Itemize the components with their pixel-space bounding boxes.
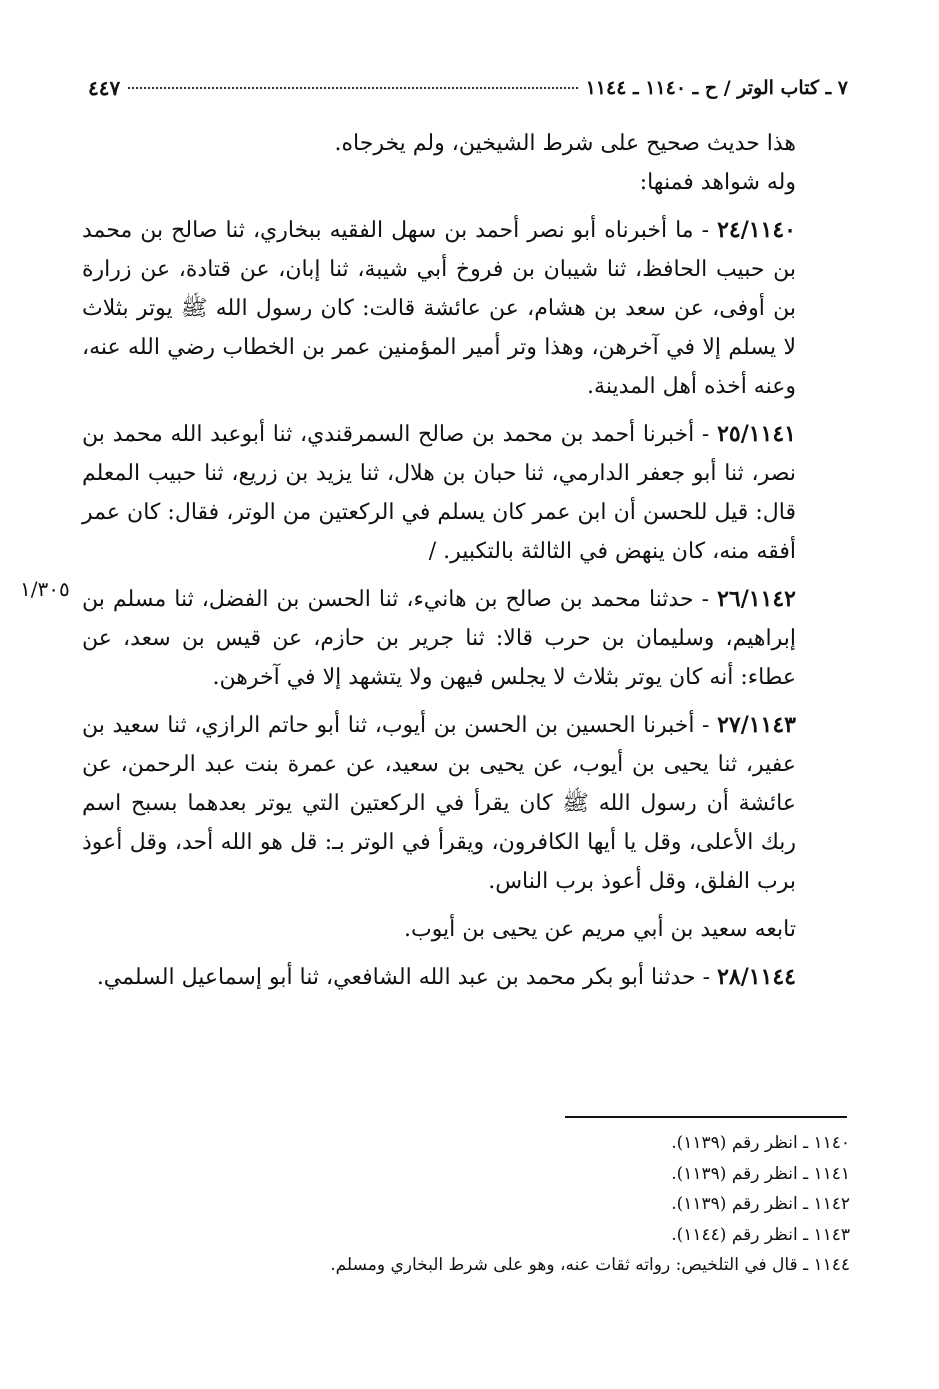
running-header	[88, 70, 848, 106]
footnote-1140: ١١٤٠ ـ انظر رقم (١١٣٩).	[671, 1133, 850, 1153]
footnote-1143: ١١٤٣ ـ انظر رقم (١١٤٤).	[671, 1224, 850, 1245]
footnote-1141: ١١٤١ ـ انظر رقم (١١٣٩).	[671, 1163, 850, 1184]
hadith-text: - أخبرنا أحمد بن محمد بن صالح السمرقندي، ثنا أبوعبد الله محمد بن نصر، ثنا أبو جعفر الدارمي، ثنا حبان بن هلال، ثنا يزيد بن زريع، ثنا حبيب المعلم قال: قيل للحسن أن ابن عمر كان يسلم في الركعتين من الوتر، فقال: كان عمر أفقه منه، كان ينهض في الثالثة بالتكبير. /	[82, 422, 796, 564]
hadith-1143	[82, 706, 850, 901]
hadith-number: ٢٥/١١٤١	[717, 421, 796, 447]
hadith-1141	[82, 415, 850, 571]
header-title: ٧ ـ كتاب الوتر / ح ـ ١١٤٠ ـ ١١٤٤	[585, 77, 848, 99]
hadith-number: ٢٧/١١٤٣	[717, 712, 796, 738]
page-number: ٤٤٧	[88, 76, 121, 100]
main-text	[82, 124, 850, 997]
hadith-number: ٢٤/١١٤٠	[717, 217, 796, 243]
hadith-text: - ما أخبرناه أبو نصر أحمد بن سهل الفقيه ببخاري، ثنا صالح بن محمد بن حبيب الحافظ، ثنا شيبان بن فروخ أبي شيبة، ثنا إبان، عن قتادة، عن زرارة بن أوفى، عن سعد بن هشام، عن عائشة قالت: كان رسول الله ﷺ يوتر بثلاث لا يسلم إلا في آخرهن، وهذا وتر أمير المؤمنين عمر بن الخطاب رضي الله عنه، وعنه أخذه أهل المدينة.	[82, 218, 796, 399]
hadith-number: ٢٦/١١٤٢	[717, 586, 796, 612]
intro-line-1: هذا حديث صحيح على شرط الشيخين، ولم يخرجاه.	[334, 131, 796, 156]
header-dot-leader	[128, 87, 577, 89]
footnote-1142: ١١٤٢ ـ انظر رقم (١١٣٩).	[671, 1194, 850, 1214]
hadith-1144	[82, 958, 850, 997]
hadith-text: - حدثنا أبو بكر محمد بن عبد الله الشافعي، ثنا أبو إسماعيل السلمي.	[96, 965, 718, 990]
hadith-text: - حدثنا محمد بن صالح بن هانيء، ثنا الحسن بن الفضل، ثنا مسلم بن إبراهيم، وسليمان بن حرب قالا: ثنا جرير بن حازم، عن قيس بن سعد، عن عطاء: أنه كان يوتر بثلاث لا يجلس فيهن ولا يتشهد إلا في آخرهن.	[82, 587, 796, 690]
footnote-separator	[565, 1116, 847, 1118]
hadith-number: ٢٨/١١٤٤	[717, 964, 796, 990]
footnote-1144: ١١٤٤ ـ قال في التلخيص: رواته ثقات عنه، وهو على شرط البخاري ومسلم.	[330, 1255, 850, 1275]
hadith-text: - أخبرنا الحسين بن الحسن بن أيوب، ثنا أبو حاتم الرازي، ثنا سعيد بن عفير، ثنا يحيى بن أيوب، عن يحيى بن سعيد، عن عمرة بنت عبد الرحمن، عن عائشة أن رسول الله ﷺ كان يقرأ في الركعتين التي يوتر بعدهما بسبح اسم ربك الأعلى، وقل يا أيها الكافرون، ويقرأ في الوتر بـ: قل هو الله أحد، وقل أعوذ برب الفلق، وقل أعوذ برب الناس.	[82, 713, 796, 894]
hadith-1142	[82, 580, 850, 697]
margin-page-reference: ١/٣٠٥	[20, 577, 70, 601]
footnotes	[200, 1128, 850, 1281]
hadith-1140	[82, 211, 850, 406]
mutaba-note: تابعه سعيد بن أبي مريم عن يحيى بن أيوب.	[403, 917, 796, 942]
intro-line-2: وله شواهد فمنها:	[639, 170, 796, 195]
